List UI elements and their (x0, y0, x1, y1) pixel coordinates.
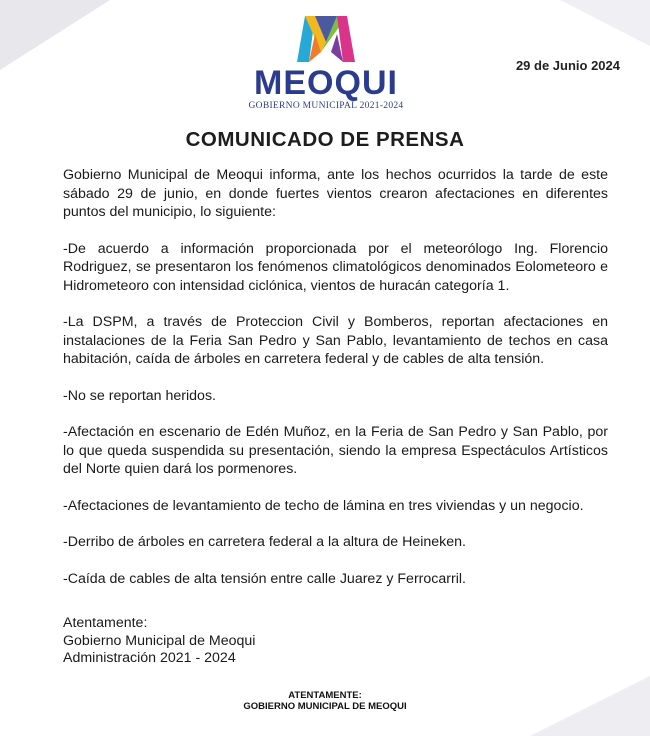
paragraph-concert-suspended: -Afectación en escenario de Edén Muñoz, en la Feria de San Pedro y San Pablo, por lo que queda suspendida su presentación, siendo la empresa Espectáculos Artísticos del Norte quien dará los pormenores. (63, 424, 608, 477)
paragraph-roof-damage: -Afectaciones de levantamiento de techo de lámina en tres viviendas y un negocio. (63, 497, 584, 514)
decorative-corner-top-right (560, 0, 650, 46)
signature-line-3: Administración 2021 - 2024 (63, 650, 236, 666)
logo-wordmark: MEOQUI (254, 64, 398, 102)
signature-line-1: Atentamente: (63, 615, 148, 631)
press-release-body (63, 166, 608, 606)
logo-subtitle: GOBIERNO MUNICIPAL 2021-2024 (248, 101, 404, 111)
signature-line-2: Gobierno Municipal de Meoqui (63, 632, 256, 649)
document-date: 29 de Junio 2024 (515, 58, 620, 73)
m-letter-logo-icon (295, 12, 357, 64)
signature-block (63, 615, 255, 668)
paragraph-damage-report: -La DSPM, a través de Proteccion Civil y Bomberos, reportan afectaciones en instalaciones de la Feria San Pedro y San Pablo, levantamiento de techos en casa habitación, caída de árboles en carretera federal y de cables de alta tensión. (63, 314, 608, 367)
paragraph-meteorology: -De acuerdo a información proporcionada por el meteorólogo Ing. Florencio Rodriguez, se presentaron los fenómenos climatológicos denominados Eolometeoro e Hidrometeoro con intensidad ciclónica, vientos de huracán categoría 1. (63, 240, 608, 294)
footer-line-2: GOBIERNO MUNICIPAL DE MEOQUI (243, 701, 407, 712)
decorative-corner-top-left (0, 0, 110, 70)
footer-line-1: ATENTAMENTE: (288, 690, 362, 701)
page-title: COMUNICADO DE PRENSA (185, 128, 465, 151)
paragraph-no-injuries: -No se reportan heridos. (63, 387, 216, 404)
paragraph-power-cables: -Caída de cables de alta tensión entre calle Juarez y Ferrocarril. (63, 570, 466, 587)
meoqui-logo (240, 12, 412, 111)
footer (0, 690, 650, 712)
paragraph-fallen-trees: -Derribo de árboles en carretera federal a la altura de Heineken. (63, 534, 466, 550)
paragraph-intro: Gobierno Municipal de Meoqui informa, ante los hechos ocurridos la tarde de este sábado 29 de junio, en donde fuertes vientos crearon afectaciones en diferentes puntos del municipio, lo siguiente: (63, 167, 608, 220)
